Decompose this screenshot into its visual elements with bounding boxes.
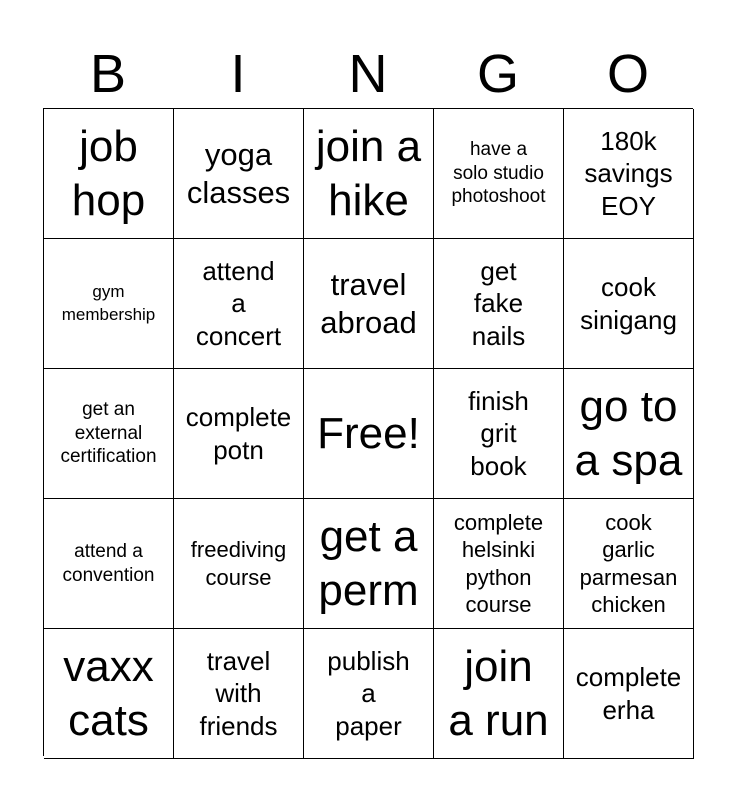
bingo-board xyxy=(43,108,693,756)
cell-label: yoga classes xyxy=(186,136,291,210)
cell-label: publish a paper xyxy=(327,646,410,741)
bingo-cell-r5-c3[interactable] xyxy=(304,629,434,759)
bingo-cell-r4-c1[interactable] xyxy=(44,499,174,629)
cell-label: complete erha xyxy=(575,662,682,725)
bingo-cell-r1-c1[interactable] xyxy=(44,109,174,239)
cell-label: get fake nails xyxy=(471,256,526,351)
bingo-cell-r5-c2[interactable] xyxy=(174,629,304,759)
cell-label: complete potn xyxy=(185,402,292,465)
cell-label: complete helsinki python course xyxy=(453,509,544,617)
bingo-cell-r4-c4[interactable] xyxy=(434,499,564,629)
bingo-cell-r2-c4[interactable] xyxy=(434,239,564,369)
cell-label: cook garlic parmesan chicken xyxy=(579,509,678,617)
cell-label: 180k savings EOY xyxy=(584,126,673,221)
header-letter-g: G xyxy=(476,44,519,104)
bingo-cell-r1-c2[interactable] xyxy=(174,109,304,239)
bingo-cell-r5-c1[interactable] xyxy=(44,629,174,759)
bingo-cell-r3-c4[interactable] xyxy=(434,369,564,499)
bingo-cell-r1-c5[interactable] xyxy=(564,109,694,239)
cell-label: join a hike xyxy=(315,121,422,225)
cell-label: finish grit book xyxy=(468,386,529,481)
header-letter-i: I xyxy=(230,44,246,104)
cell-label: get an external certification xyxy=(60,398,157,468)
cell-label: travel abroad xyxy=(320,266,417,340)
cell-label: go to a spa xyxy=(574,381,683,485)
bingo-cell-r4-c3[interactable] xyxy=(304,499,434,629)
bingo-cell-r4-c2[interactable] xyxy=(174,499,304,629)
bingo-cell-r5-c5[interactable] xyxy=(564,629,694,759)
cell-label: vaxx cats xyxy=(63,641,154,745)
cell-label: cook sinigang xyxy=(580,272,677,335)
bingo-cell-r3-c5[interactable] xyxy=(564,369,694,499)
cell-label: have a solo studio photoshoot xyxy=(451,138,546,208)
bingo-cell-free-space[interactable] xyxy=(304,369,434,499)
header-letter-o: O xyxy=(606,44,649,104)
free-space-label: Free! xyxy=(317,408,420,458)
header-letter-n: N xyxy=(348,44,388,104)
bingo-cell-r2-c5[interactable] xyxy=(564,239,694,369)
bingo-cell-r5-c4[interactable] xyxy=(434,629,564,759)
bingo-cell-r2-c1[interactable] xyxy=(44,239,174,369)
bingo-cell-r2-c2[interactable] xyxy=(174,239,304,369)
header-letter-b: B xyxy=(89,44,127,104)
cell-label: join a run xyxy=(448,641,549,745)
cell-label: gym membership xyxy=(61,281,156,324)
bingo-header xyxy=(43,40,693,108)
bingo-cell-r3-c1[interactable] xyxy=(44,369,174,499)
bingo-cell-r1-c4[interactable] xyxy=(434,109,564,239)
cell-label: freediving course xyxy=(190,537,287,590)
bingo-cell-r2-c3[interactable] xyxy=(304,239,434,369)
cell-label: job hop xyxy=(71,121,146,225)
cell-label: get a perm xyxy=(318,511,419,615)
cell-label: travel with friends xyxy=(199,646,278,741)
bingo-cell-r4-c5[interactable] xyxy=(564,499,694,629)
bingo-cell-r3-c2[interactable] xyxy=(174,369,304,499)
bingo-cell-r1-c3[interactable] xyxy=(304,109,434,239)
cell-label: attend a convention xyxy=(62,540,155,586)
cell-label: attend a concert xyxy=(195,256,282,351)
